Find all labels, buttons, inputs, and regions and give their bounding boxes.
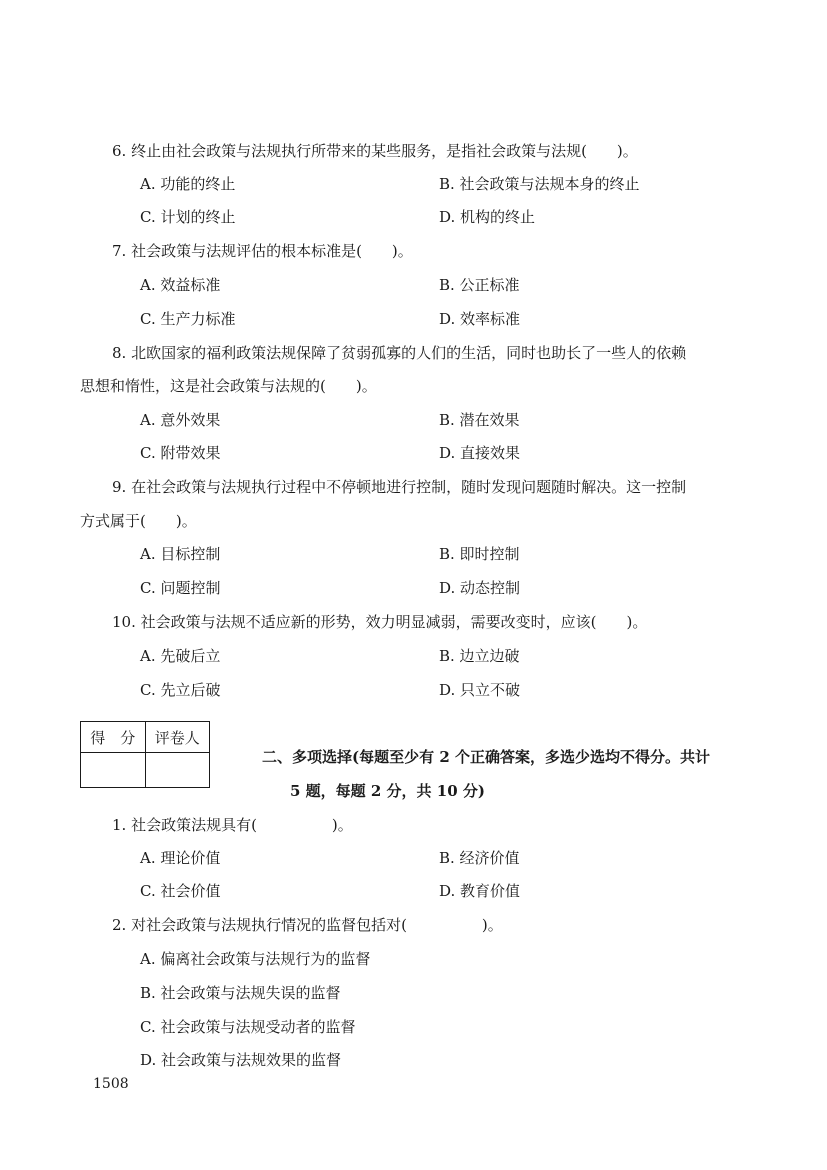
grader-header: 评卷人	[145, 722, 210, 753]
multi-question-2-option-c: C. 社会政策与法规受动者的监督	[140, 1018, 356, 1036]
question-10-option-b: B. 边立边破	[439, 647, 520, 665]
question-7-option-c: C. 生产力标准	[140, 310, 236, 328]
multi-question-2-option-b: B. 社会政策与法规失误的监督	[140, 984, 341, 1002]
section-2-title-continued: 5 题，每题 2 分，共 10 分)	[290, 782, 485, 800]
question-10-option-d: D. 只立不破	[439, 681, 521, 699]
question-7-option-a: A. 效益标准	[140, 276, 221, 294]
question-9-option-c: C. 问题控制	[140, 579, 221, 597]
question-8-option-c: C. 附带效果	[140, 444, 221, 462]
question-8-stem: 8. 北欧国家的福利政策法规保障了贫弱孤寡的人们的生活，同时也助长了一些人的依赖	[112, 344, 687, 362]
question-9-option-a: A. 目标控制	[140, 545, 221, 563]
multi-question-1-stem: 1. 社会政策法规具有( )。	[112, 816, 353, 834]
score-header: 得 分	[81, 722, 146, 753]
question-8-option-d: D. 直接效果	[439, 444, 521, 462]
question-9-option-d: D. 动态控制	[439, 579, 521, 597]
grader-cell[interactable]	[145, 753, 210, 788]
question-6-option-b: B. 社会政策与法规本身的终止	[439, 175, 640, 193]
question-9-stem: 9. 在社会政策与法规执行过程中不停顿地进行控制，随时发现问题随时解决。这一控制	[112, 478, 687, 496]
multi-question-1-option-a: A. 理论价值	[140, 849, 221, 867]
question-10-option-c: C. 先立后破	[140, 681, 221, 699]
question-10-stem: 10. 社会政策与法规不适应新的形势，效力明显减弱，需要改变时，应该( )。	[112, 613, 648, 631]
question-6-option-c: C. 计划的终止	[140, 208, 236, 226]
multi-question-1-option-c: C. 社会价值	[140, 882, 221, 900]
question-7-option-d: D. 效率标准	[439, 310, 521, 328]
question-9-option-b: B. 即时控制	[439, 545, 520, 563]
score-cell[interactable]	[81, 753, 146, 788]
question-8-option-b: B. 潜在效果	[439, 411, 520, 429]
question-10-option-a: A. 先破后立	[140, 647, 221, 665]
question-8-option-a: A. 意外效果	[140, 411, 221, 429]
score-table	[80, 721, 210, 788]
multi-question-1-option-d: D. 教育价值	[439, 882, 521, 900]
multi-question-2-option-a: A. 偏离社会政策与法规行为的监督	[140, 950, 371, 968]
question-7-option-b: B. 公正标准	[439, 276, 520, 294]
page-number: 1508	[93, 1076, 129, 1092]
question-6-option-a: A. 功能的终止	[140, 175, 236, 193]
question-7-stem: 7. 社会政策与法规评估的根本标准是( )。	[112, 242, 413, 260]
multi-question-1-option-b: B. 经济价值	[439, 849, 520, 867]
multi-question-2-stem: 2. 对社会政策与法规执行情况的监督包括对( )。	[112, 916, 503, 934]
question-8-stem-continued: 思想和惰性，这是社会政策与法规的( )。	[80, 377, 377, 395]
section-2-title: 二、多项选择(每题至少有 2 个正确答案，多选少选均不得分。共计	[262, 748, 710, 766]
question-9-stem-continued: 方式属于( )。	[80, 512, 197, 530]
question-6-stem: 6. 终止由社会政策与法规执行所带来的某些服务，是指社会政策与法规( )。	[112, 142, 638, 160]
question-6-option-d: D. 机构的终止	[439, 208, 536, 226]
multi-question-2-option-d: D. 社会政策与法规效果的监督	[140, 1051, 342, 1069]
